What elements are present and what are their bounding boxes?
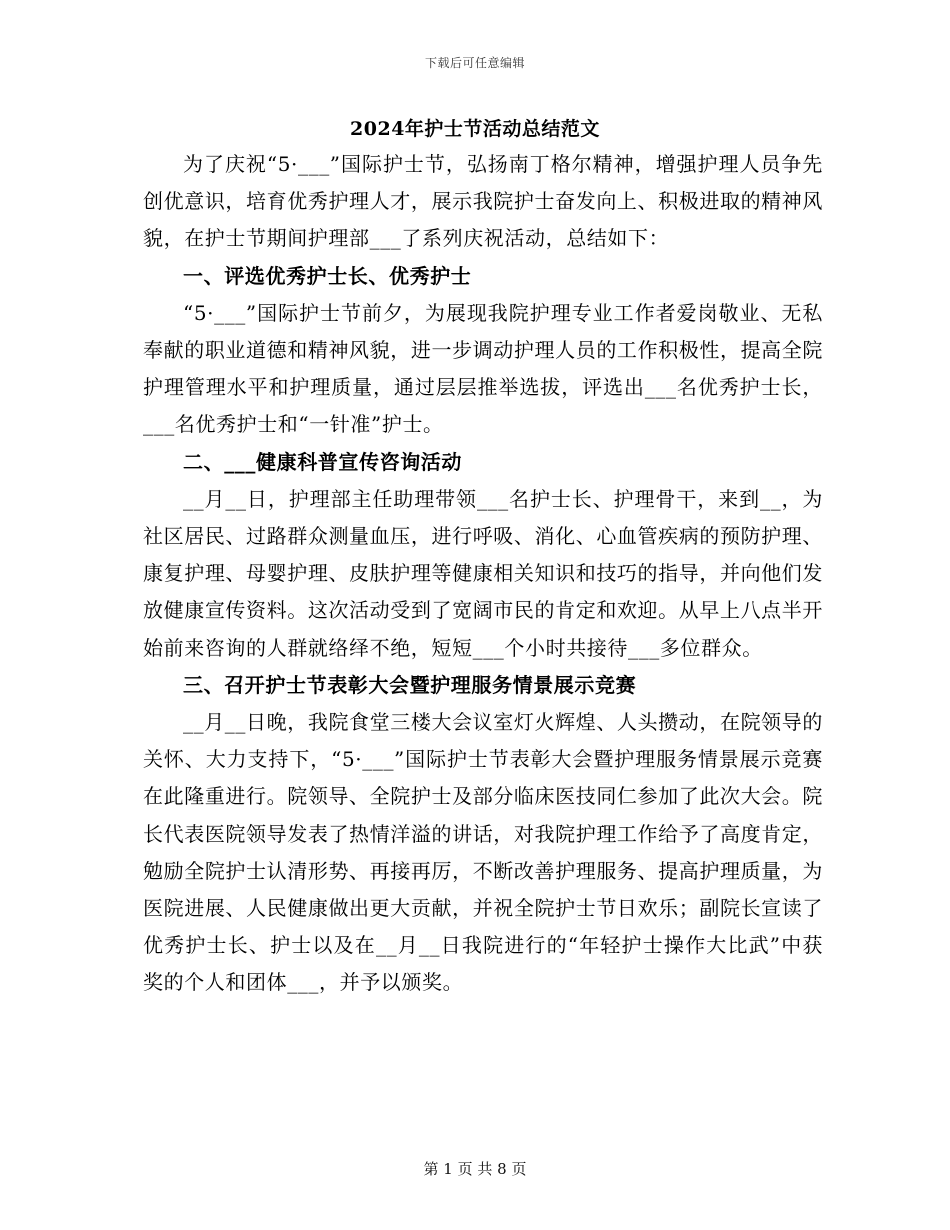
section-heading-2: 二、___健康科普宣传咨询活动 — [183, 449, 462, 474]
intro-paragraph: 为了庆祝“5·___”国际护士节，弘扬南丁格尔精神，增强护理人员争先创优意识，培育优秀护理人才，展示我院护士奋发向上、积极进取的精神风貌，在护士节期间护理部___了系列庆祝活动，总结如下： — [143, 152, 823, 251]
section-paragraph-1: “5·___”国际护士节前夕，为展现我院护理专业工作者爱岗敬业、无私奉献的职业道德和精神风貌，进一步调动护理人员的工作积极性，提高全院护理管理水平和护理质量，通过层层推举选拔，评选出___名优秀护士长，___名优秀护士和“一针准”护士。 — [143, 300, 823, 437]
section-heading-3: 三、召开护士节表彰大会暨护理服务情景展示竞赛 — [183, 672, 637, 697]
page-header-note: 下载后可任意编辑 — [424, 56, 525, 70]
document-title: 2024年护士节活动总结范文 — [350, 118, 600, 140]
document-body — [143, 146, 823, 1002]
page-number-footer: 第 1 页 共 8 页 — [423, 1160, 527, 1178]
section-heading-1: 一、评选优秀护士长、优秀护士 — [183, 263, 472, 288]
section-paragraph-2: __月__日，护理部主任助理带领___名护士长、护理骨干，来到__，为社区居民、过路群众测量血压，进行呼吸、消化、心血管疾病的预防护理、康复护理、母婴护理、皮肤护理等健康相关知识和技巧的指导，并向他们发放健康宣传资料。这次活动受到了宽阔市民的肯定和欢迎。从早上八点半开始前来咨询的人群就络绎不绝，短短___个小时共接待___多位群众。 — [143, 486, 823, 660]
section-paragraph-3: __月__日晚，我院食堂三楼大会议室灯火辉煌、人头攒动，在院领导的关怀、大力支持下，“5·___”国际护士节表彰大会暨护理服务情景展示竞赛在此隆重进行。院领导、全院护士及部分临床医技同仁参加了此次大会。院长代表医院领导发表了热情洋溢的讲话，对我院护理工作给予了高度肯定，勉励全院护士认清形势、再接再厉，不断改善护理服务、提高护理质量，为医院进展、人民健康做出更大贡献，并祝全院护士节日欢乐；副院长宣读了优秀护士长、护士以及在__月__日我院进行的“年轻护士操作大比武”中获奖的个人和团体___，并予以颁奖。 — [143, 710, 823, 995]
